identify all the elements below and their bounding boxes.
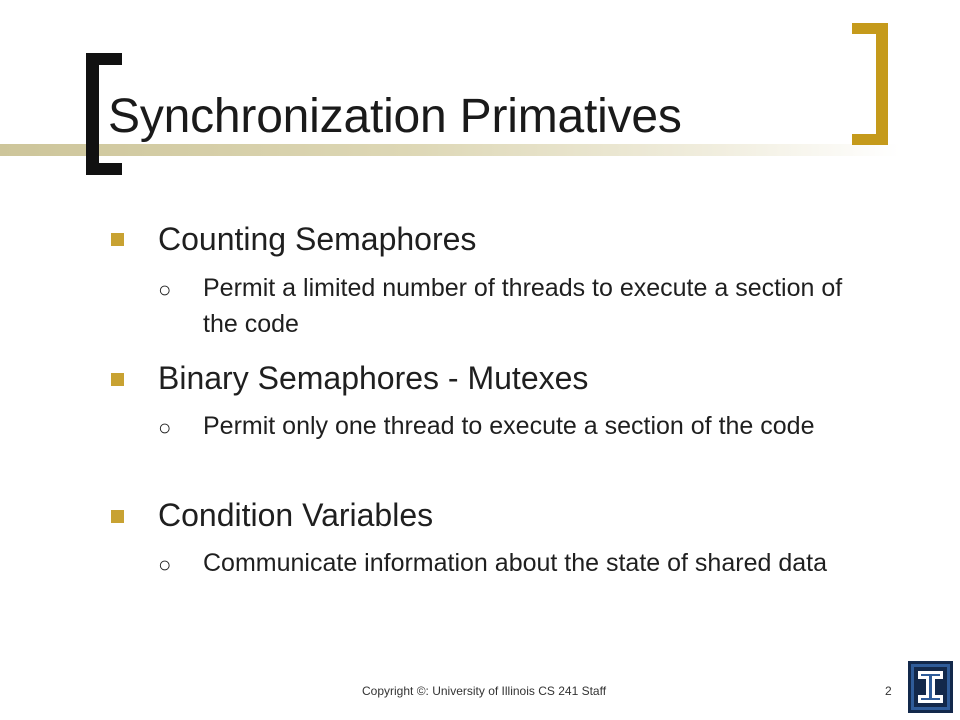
hollow-circle-bullet-icon: ○ [158,415,172,440]
right-bracket-top [852,23,888,34]
bullet-item-label: Counting Semaphores [158,221,477,257]
square-bullet-icon [111,373,124,386]
slide-title: Synchronization Primatives [108,90,682,143]
university-of-illinois-block-i-icon [908,661,953,713]
left-bracket-vertical [86,53,99,175]
square-bullet-icon [111,510,124,523]
page-number: 2 [885,684,892,698]
footer-copyright: Copyright ©: University of Illinois CS 241 Staff [362,684,607,698]
left-bracket-top [86,53,122,65]
right-bracket-vertical [876,23,888,145]
sub-bullet-text: Communicate information about the state of shared data [203,549,827,577]
bullet-item-label: Condition Variables [158,497,434,533]
sub-bullet-text: Permit a limited number of threads to execute a section of the code [203,274,843,338]
hollow-circle-bullet-icon: ○ [158,277,172,302]
decorative-gradient-line [0,144,900,156]
left-bracket-bottom [86,163,122,175]
right-bracket-bottom [852,134,888,145]
sub-bullet-text: Permit only one thread to execute a section of the code [203,412,815,440]
square-bullet-icon [111,233,124,246]
bullet-item-label: Binary Semaphores - Mutexes [158,360,589,396]
hollow-circle-bullet-icon: ○ [158,552,172,577]
